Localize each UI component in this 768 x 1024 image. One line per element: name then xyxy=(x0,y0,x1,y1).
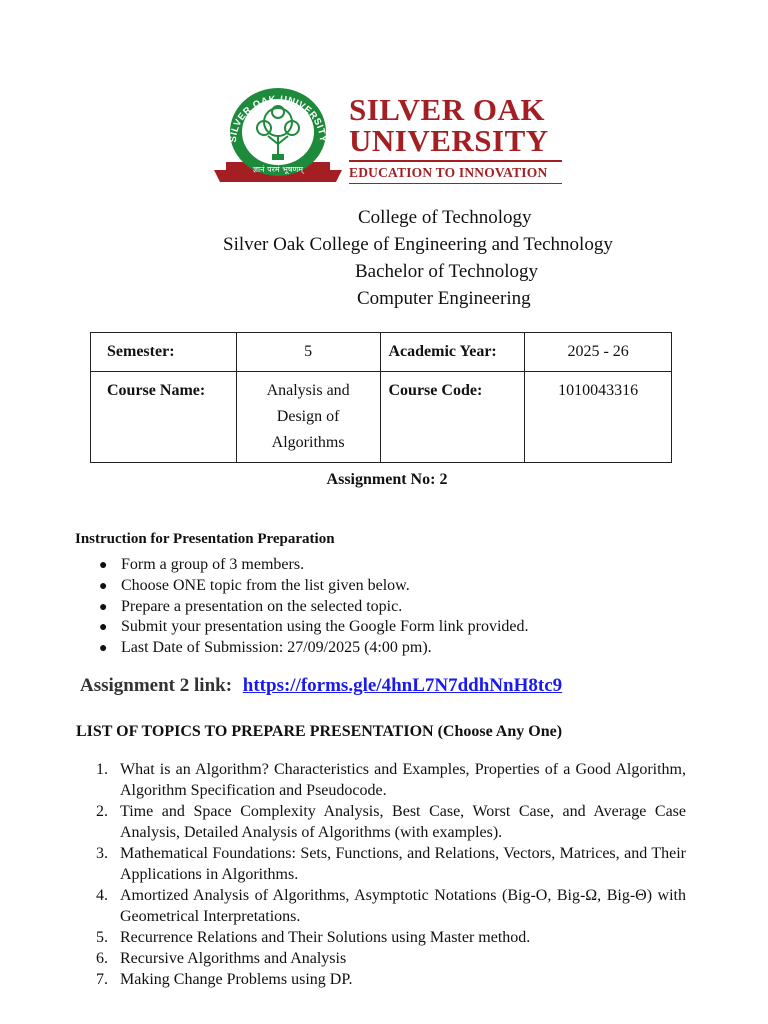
instruction-text: Prepare a presentation on the selected topic. xyxy=(121,597,403,615)
table-row xyxy=(91,372,672,463)
bullet-icon: ● xyxy=(99,578,108,594)
course-info-table xyxy=(90,332,672,463)
topic-number: 5. xyxy=(96,929,108,946)
bullet-icon: ● xyxy=(99,599,108,615)
topic-number: 2. xyxy=(96,803,108,820)
academic-year-value: 2025 - 26 xyxy=(525,333,672,372)
semester-value: 5 xyxy=(236,333,380,372)
institute-name: Silver Oak College of Engineering and Technology xyxy=(223,234,613,255)
list-item xyxy=(99,617,529,638)
instruction-text: Choose ONE topic from the list given below. xyxy=(121,576,410,594)
topic-text: What is an Algorithm? Characteristics and Examples, Properties of a Good Algorithm, Algorithm Specification and Pseudocode. xyxy=(120,761,686,799)
list-item xyxy=(96,801,686,843)
list-item xyxy=(99,576,529,597)
list-item xyxy=(96,885,686,927)
topic-text: Amortized Analysis of Algorithms, Asymptotic Notations (Big-O, Big-Ω, Big-Θ) with Geometrical Interpretations. xyxy=(120,887,686,925)
course-code-value: 1010043316 xyxy=(525,372,672,463)
bullet-icon: ● xyxy=(99,641,108,657)
degree-name: Bachelor of Technology xyxy=(355,261,538,282)
assignment-link-label: Assignment 2 link: xyxy=(80,675,233,696)
topic-number: 7. xyxy=(96,971,108,988)
assignment-link-line xyxy=(80,675,562,697)
academic-year-label: Academic Year: xyxy=(380,333,525,372)
brand-line-2: UNIVERSITY xyxy=(349,123,549,158)
instruction-text: Form a group of 3 members. xyxy=(121,556,305,573)
topic-text: Recurrence Relations and Their Solutions using Master method. xyxy=(120,929,531,946)
svg-text:SILVER OAK UNIVERSITY: SILVER OAK UNIVERSITY xyxy=(227,93,329,143)
brand-wordmark xyxy=(349,94,569,184)
table-row xyxy=(91,333,672,372)
topic-number: 1. xyxy=(96,761,108,778)
brand-divider-bottom xyxy=(349,183,562,184)
instruction-text: Last Date of Submission: 27/09/2025 (4:00 pm). xyxy=(121,639,432,657)
semester-label: Semester: xyxy=(91,333,237,372)
svg-text:ज्ञानं परमं भूषणम्: ज्ञानं परमं भूषणम् xyxy=(252,165,304,174)
list-item xyxy=(96,969,686,990)
assignment-form-link[interactable]: https://forms.gle/4hnL7N7ddhNnH8tc9 xyxy=(242,675,563,696)
topic-number: 4. xyxy=(96,887,108,904)
topic-text: Mathematical Foundations: Sets, Functions, and Relations, Vectors, Matrices, and Their Applications in Algorithms. xyxy=(120,845,686,883)
college-name: College of Technology xyxy=(358,207,532,228)
branch-name: Computer Engineering xyxy=(357,288,531,309)
bullet-icon: ● xyxy=(99,558,108,573)
instructions-list xyxy=(99,555,529,659)
topic-number: 6. xyxy=(96,950,108,967)
brand-line-1: SILVER OAK xyxy=(349,92,545,127)
list-item xyxy=(99,638,529,659)
course-code-label: Course Code: xyxy=(380,372,525,463)
topic-text: Time and Space Complexity Analysis, Best Case, Worst Case, and Average Case Analysis, Detailed Analysis of Algorithms (with examples). xyxy=(120,803,686,841)
topics-list xyxy=(96,759,686,990)
list-item xyxy=(96,927,686,948)
list-item xyxy=(96,759,686,801)
list-item xyxy=(96,948,686,969)
topic-text: Recursive Algorithms and Analysis xyxy=(120,950,347,967)
topic-number: 3. xyxy=(96,845,108,862)
brand-divider xyxy=(349,160,562,162)
assignment-number: Assignment No: 2 xyxy=(326,471,448,488)
list-item xyxy=(99,597,529,618)
course-name-label: Course Name: xyxy=(91,372,237,463)
university-logo xyxy=(212,86,572,186)
course-name-value: Analysis and Design of Algorithms xyxy=(236,372,380,463)
brand-tagline: EDUCATION TO INNOVATION xyxy=(349,165,548,180)
university-seal-icon xyxy=(212,86,344,182)
instructions-title: Instruction for Presentation Preparation xyxy=(75,531,335,547)
topic-text: Making Change Problems using DP. xyxy=(120,971,353,988)
list-item xyxy=(96,843,686,885)
list-item xyxy=(99,555,529,576)
bullet-icon: ● xyxy=(99,620,108,636)
instruction-text: Submit your presentation using the Google Form link provided. xyxy=(121,618,529,636)
topics-title: LIST OF TOPICS TO PREPARE PRESENTATION (Choose Any One) xyxy=(76,723,563,740)
